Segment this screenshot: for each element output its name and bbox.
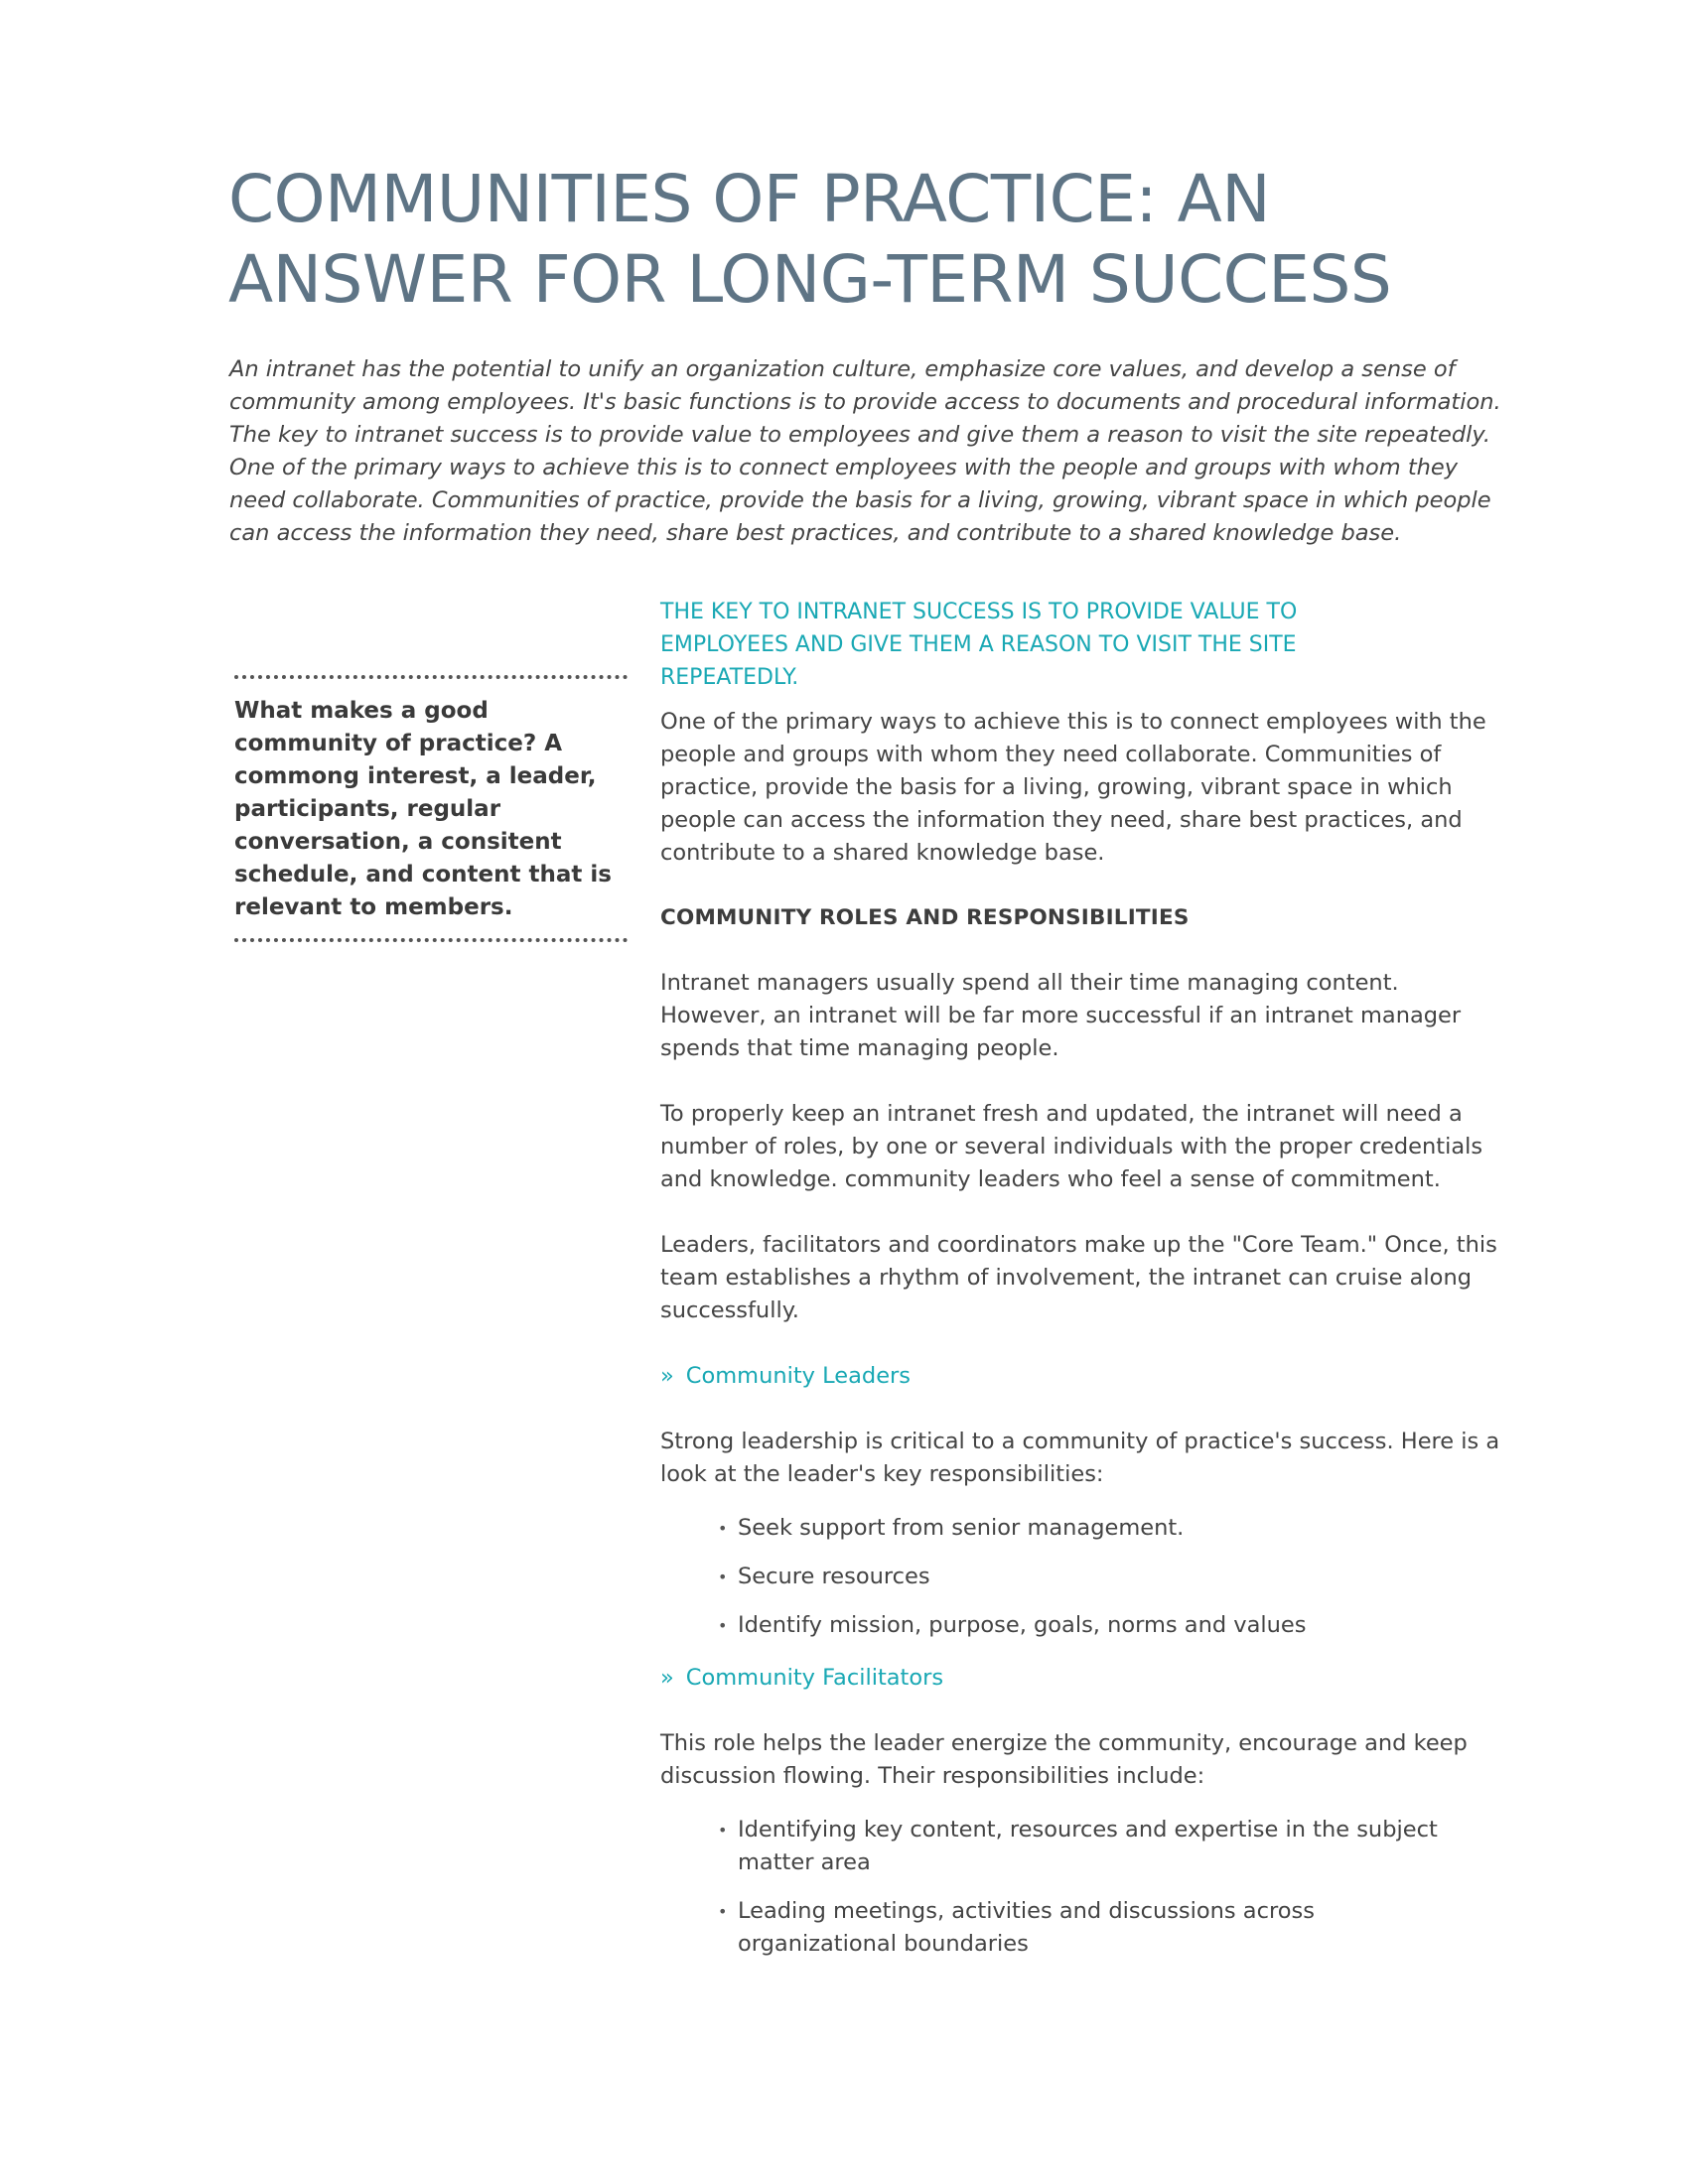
main-column xyxy=(660,596,1504,1980)
leaders-heading xyxy=(660,1360,1504,1393)
leaders-intro: Strong leadership is critical to a community of practice's success. Here is a look at the leader's key responsibilities: xyxy=(660,1429,1500,1487)
body-paragraph-4: Leaders, facilitators and coordinators make up the "Core Team." Once, this team establishes a rhythm of involvement, the intranet can cruise along successfully. xyxy=(660,1232,1497,1323)
page-title-line-1: COMMUNITIES OF PRACTICE: AN xyxy=(228,161,1271,237)
facilitators-intro: This role helps the leader energize the community, encourage and keep discussion flowing. Their responsibilities include: xyxy=(660,1730,1468,1789)
intro-paragraph: An intranet has the potential to unify an organization culture, emphasize core values, and develop a sense of community among employees. It's basic functions is to provide access to documents and procedural information. The key to intranet success is to provide value to employees and give them a reason to visit the site repeatedly. One of the primary ways to achieve this is to connect employees with the people and groups with whom they need collaborate. Communities of practice, provide the basis for a living, growing, vibrant space in which people can access the information they need, share best practices, and contribute to a shared knowledge base. xyxy=(229,356,1501,546)
callout-heading: THE KEY TO INTRANET SUCCESS IS TO PROVIDE VALUE TO EMPLOYEES AND GIVE THEM A REASON TO VISIT THE SITE REPEATEDLY. xyxy=(660,600,1298,690)
pull-quote-text: What makes a good community of practice? A commong interest, a leader, participants, regular conversation, a consitent schedule, and content that is relevant to members. xyxy=(234,698,612,920)
facilitators-heading-label: Community Facilitators xyxy=(685,1665,944,1691)
list-item: • Identifying key content, resources and expertise in the subject matter area xyxy=(718,1814,1473,1879)
list-item: • Seek support from senior management. xyxy=(718,1512,1473,1545)
list-item: • Secure resources xyxy=(718,1561,1473,1593)
list-item: • Leading meetings, activities and discussions across organizational boundaries xyxy=(718,1895,1473,1961)
page-title-line-2: ANSWER FOR LONG-TERM SUCCESS xyxy=(228,241,1392,318)
leaders-heading-label: Community Leaders xyxy=(685,1363,912,1389)
leaders-list xyxy=(660,1512,1473,1642)
list-item: • Identify mission, purpose, goals, norms and values xyxy=(718,1609,1473,1642)
body-paragraph-1: One of the primary ways to achieve this is to connect employees with the people and groups with whom they need collaborate. Communities of practice, provide the basis for a living, growing, vibrant space in which people can access the information they need, share best practices, and contribute to a shared knowledge base. xyxy=(660,709,1486,866)
body-paragraph-3: To properly keep an intranet fresh and updated, the intranet will need a number of roles, by one or several individuals with the proper credentials and knowledge. community leaders who feel a sense of commitment. xyxy=(660,1101,1483,1192)
body-paragraph-2: Intranet managers usually spend all their time managing content. However, an intranet will be far more successful if an intranet manager spends that time managing people. xyxy=(660,970,1462,1061)
page-title xyxy=(228,159,1509,320)
facilitators-heading xyxy=(660,1662,1504,1695)
facilitators-list xyxy=(660,1814,1473,1961)
chevron-right-icon: » xyxy=(660,1665,674,1691)
chevron-right-icon: » xyxy=(660,1363,674,1389)
pull-quote-box xyxy=(234,675,628,942)
roles-section-heading: COMMUNITY ROLES AND RESPONSIBILITIES xyxy=(660,905,1190,930)
